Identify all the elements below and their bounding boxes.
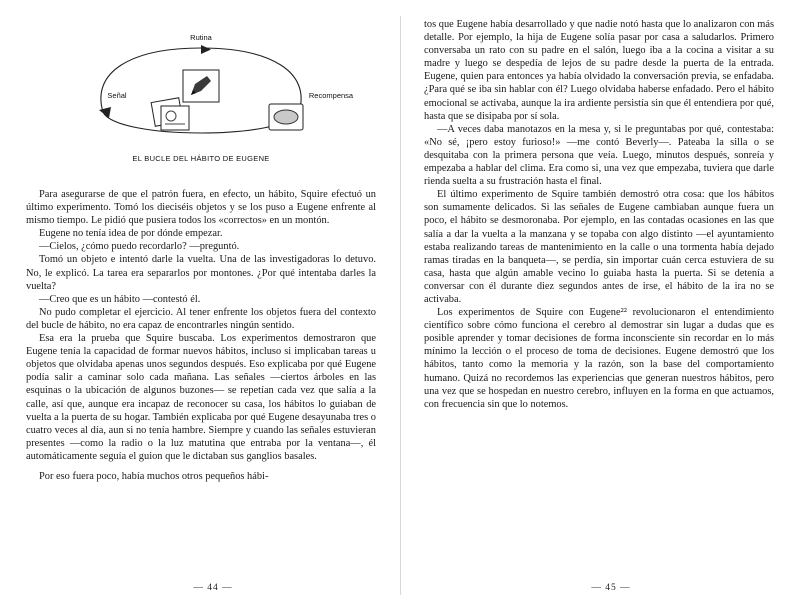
paragraph: Eugene no tenía idea de por dónde empezar.: [39, 228, 223, 240]
figure-caption: EL BUCLE DEL HÁBITO DE EUGENE: [132, 154, 270, 163]
habit-loop-diagram: [26, 26, 376, 152]
page-number-left: — 44 —: [193, 583, 233, 593]
paragraph: —Creo que es un hábito —contestó él.: [39, 293, 201, 305]
paragraph: —A veces daba manotazos en la mesa y, si le preguntabas por qué, contestaba: «No sé, ¡pero estoy furioso!» —me contó Beverly—. Pateaba la silla o se desquitaba con la primera persona que veía. Luego, minutos después, sonreía y empezaba a hablar del clima. Era como si, una vez que empezaba, tuviera que darle rienda suelta a su frustración hasta el final.: [424, 123, 774, 188]
paragraph: —Cielos, ¿cómo puedo recordarlo? —preguntó.: [39, 241, 240, 253]
paragraph: Para asegurarse de que el patrón fuera, en efecto, un hábito, Squire efectuó un último experimento. Tomó los dieciséis objetos y se los puso a Eugene enfrente al mismo tiempo. Le pidió que pusiera todos los «correctos» en un montón.: [26, 189, 376, 227]
routine-card: [183, 70, 219, 102]
right-body-text: [424, 18, 774, 411]
signal-card: [151, 98, 189, 130]
right-page: [400, 18, 774, 595]
paragraph: Esa era la prueba que Squire buscaba. Los experimentos demostraron que Eugene tenía la capacidad de formar nuevos hábitos, incluso si implicaban tareas u objetos que olvidaba apenas unos segundos después. Eso explicaba por qué Eugene podía salir a caminar solo cada mañana. Las señales —ciertos árboles en las esquinas o la ubicación de algunos buzones— se repetían cada vez que salía a la calle, así que, aunque era incapaz de reconocer su casa, los hábitos lo guiaban de vuelta a la puerta de su hogar. También explicaba por qué Eugene desayunaba tres o cuatro veces al día, aun si no tenía hambre. Siempre y cuando las señales estuvieran presentes —como la radio o la luz matutina que entraba por la ventana—, él automáticamente seguía el guion que le dictaban sus ganglios basales.: [26, 333, 376, 462]
paragraph: tos que Eugene había desarrollado y que nadie notó hasta que lo analizaron con más detalle. Por ejemplo, la hija de Eugene solía pasar por casa a saludarlos. Primero conversaba un rato con su padre en el salón, luego iba a la cocina a visitar a su madre y luego se despedía de lejos de su padre desde la puerta de la entrada. Eugene, quien para entonces ya había olvidado la conversación previa, se enfadaba. ¿Para qué se iba sin hablar con él? Luego olvidaba haberse enfadado. Pero el hábito emocional se activaba, aunque la ira ardiente persistía sin que él entendiera por qué, hasta que se disipaba por sí sola.: [424, 19, 774, 122]
paragraph: Por eso fuera poco, había muchos otros pequeños hábi-: [39, 470, 269, 482]
page-number-right: — 45 —: [591, 583, 631, 593]
habit-loop-figure: [26, 26, 376, 174]
paragraph: Tomó un objeto e intentó darle la vuelta. Una de las investigadoras lo detuvo. No, le explicó. La tarea era separarlos por montones. ¿Por qué intentaba darles la vuelta?: [26, 254, 376, 292]
reward-card: [269, 104, 303, 130]
paragraph: No pudo completar el ejercicio. Al tener enfrente los objetos fuera del contexto del bucle de hábito, no era capaz de encontrarles ningún sentido.: [26, 306, 376, 331]
left-body-text: [26, 188, 376, 483]
paragraph: Los experimentos de Squire con Eugene²² revolucionaron el entendimiento científico sobre cómo funciona el cerebro al demostrar sin lugar a dudas que es posible aprender y tomar decisiones de forma inconsciente sin recordar en lo más mínimo la lección o el proceso de toma de decisiones. Eugene demostró que los hábitos, tanto como la memoria y la razón, son la base del comportamiento humano. Quizá no recordemos las experiencias que generan nuestros hábitos, pero una vez que se hospedan en nuestro cerebro, influyen en la forma en que actuamos, con frecuencia sin que lo notemos.: [424, 307, 774, 410]
left-page: [26, 18, 400, 595]
figure-left-label: Señal: [107, 91, 127, 100]
figure-right-label: Recompensa: [308, 91, 354, 100]
figure-title: Rutina: [190, 33, 212, 42]
paragraph: El último experimento de Squire también demostró otra cosa: que los hábitos son sumamente delicados. Si las señales de Eugene cambiaban aunque fuera un poco, el hábito se desmoronaba. Por ejemplo, en las contadas ocasiones en las que salía a dar la vuelta a la manzana y se topaba con algo distinto —el ayuntamiento estaba realizando tareas de mantenimiento en la calle o una tormenta había dejado ramas tiradas en la banqueta—, se perdía, sin importar cuán cerca estuviera de su casa, hasta que algún amable vecino lo guiaba hasta la puerta. Si se detenía a conversar con él durante diez segundos antes de irse, el hábito de la ira no se activaba.: [424, 189, 774, 305]
arrow-left: [99, 107, 111, 118]
arrow-top: [201, 45, 211, 54]
